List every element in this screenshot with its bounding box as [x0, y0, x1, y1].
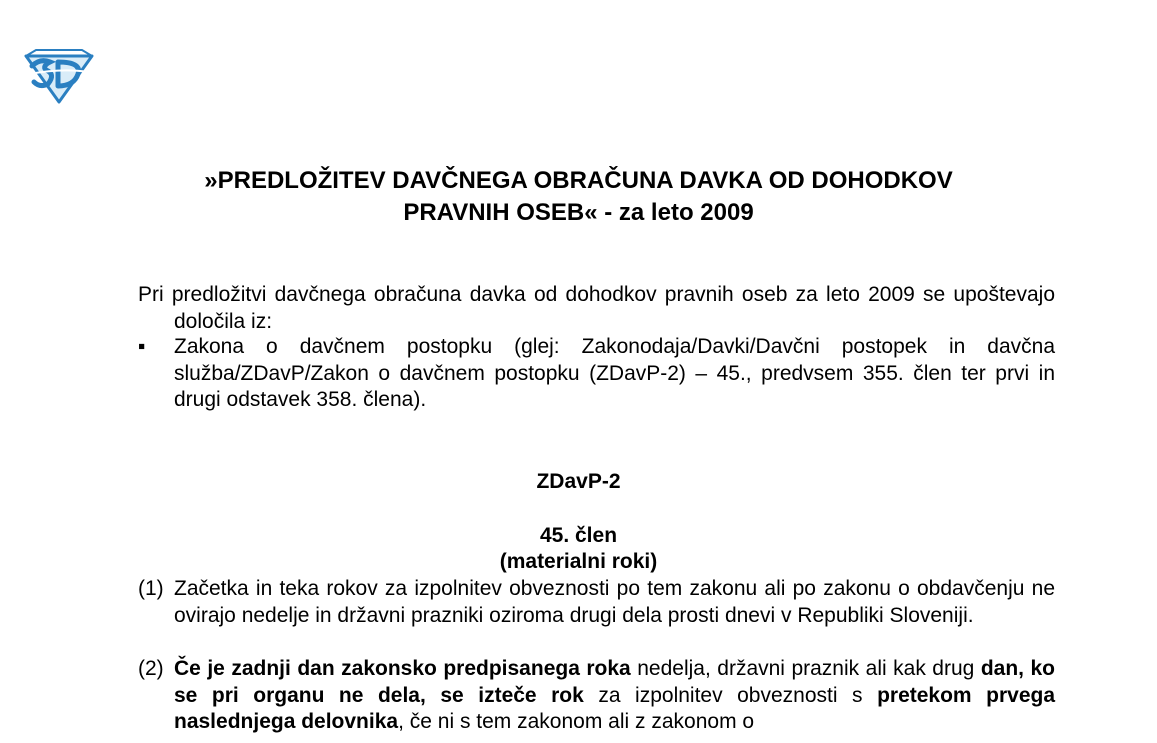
bullet-item-zdavp: [138, 334, 1055, 414]
paragraph-2-number: (2): [138, 657, 164, 680]
paragraph-2-text-1: nedelja, državni praznik ali kak drug: [630, 657, 981, 680]
paragraph-1-number: (1): [138, 577, 164, 600]
law-heading: ZDavP-2: [536, 470, 621, 493]
article-subtitle: (materialni roki): [499, 550, 658, 573]
document-title-line-2: PRAVNIH OSEB« - za leto 2009: [403, 199, 754, 226]
bullet-text: Zakona o davčnem postopku (glej: Zakonodaja/Davki/Davčni postopek in davčna služba/ZDavP/Zakon o davčnem postopku (ZDavP-2) – 45., predvsem 355. člen ter prvi in drugi odstavek 358. člena).: [174, 335, 1055, 411]
bullet-marker: ▪: [138, 335, 146, 358]
paragraph-1: [138, 576, 1055, 629]
sd-shield-logo-icon: [22, 48, 96, 104]
paragraph-2-bold-1: Če je zadnji dan zakonsko predpisanega roka: [174, 657, 631, 680]
document-title-line-1: »PREDLOŽITEV DAVČNEGA OBRAČUNA DAVKA OD DOHODKOV: [204, 167, 953, 194]
paragraph-2-bold-2: dan, ko se pri organu ne dela, se izteče rok: [174, 657, 1055, 707]
paragraph-1-text: Začetka in teka rokov za izpolnitev obveznosti po tem zakonu ali po zakonu o obdavčenju ne ovirajo nedelje in državni prazniki oziroma drugi dela prosti dnevi v Republiki Sloveniji.: [174, 577, 1055, 627]
paragraph-2-text-2: za izpolnitev obveznosti s: [583, 683, 878, 707]
intro-paragraph: Pri predložitvi davčnega obračuna davka od dohodkov pravnih oseb za leto 2009 se upoštevajo določila iz:: [138, 283, 1055, 333]
paragraph-2-bold-3: pretekom prvega naslednjega delovnika: [174, 683, 1056, 733]
paragraph-2: [138, 656, 1055, 736]
article-heading: 45. člen: [539, 524, 618, 547]
paragraph-2-text-3: , če ni s tem zakonom ali z zakonom o: [398, 710, 755, 733]
